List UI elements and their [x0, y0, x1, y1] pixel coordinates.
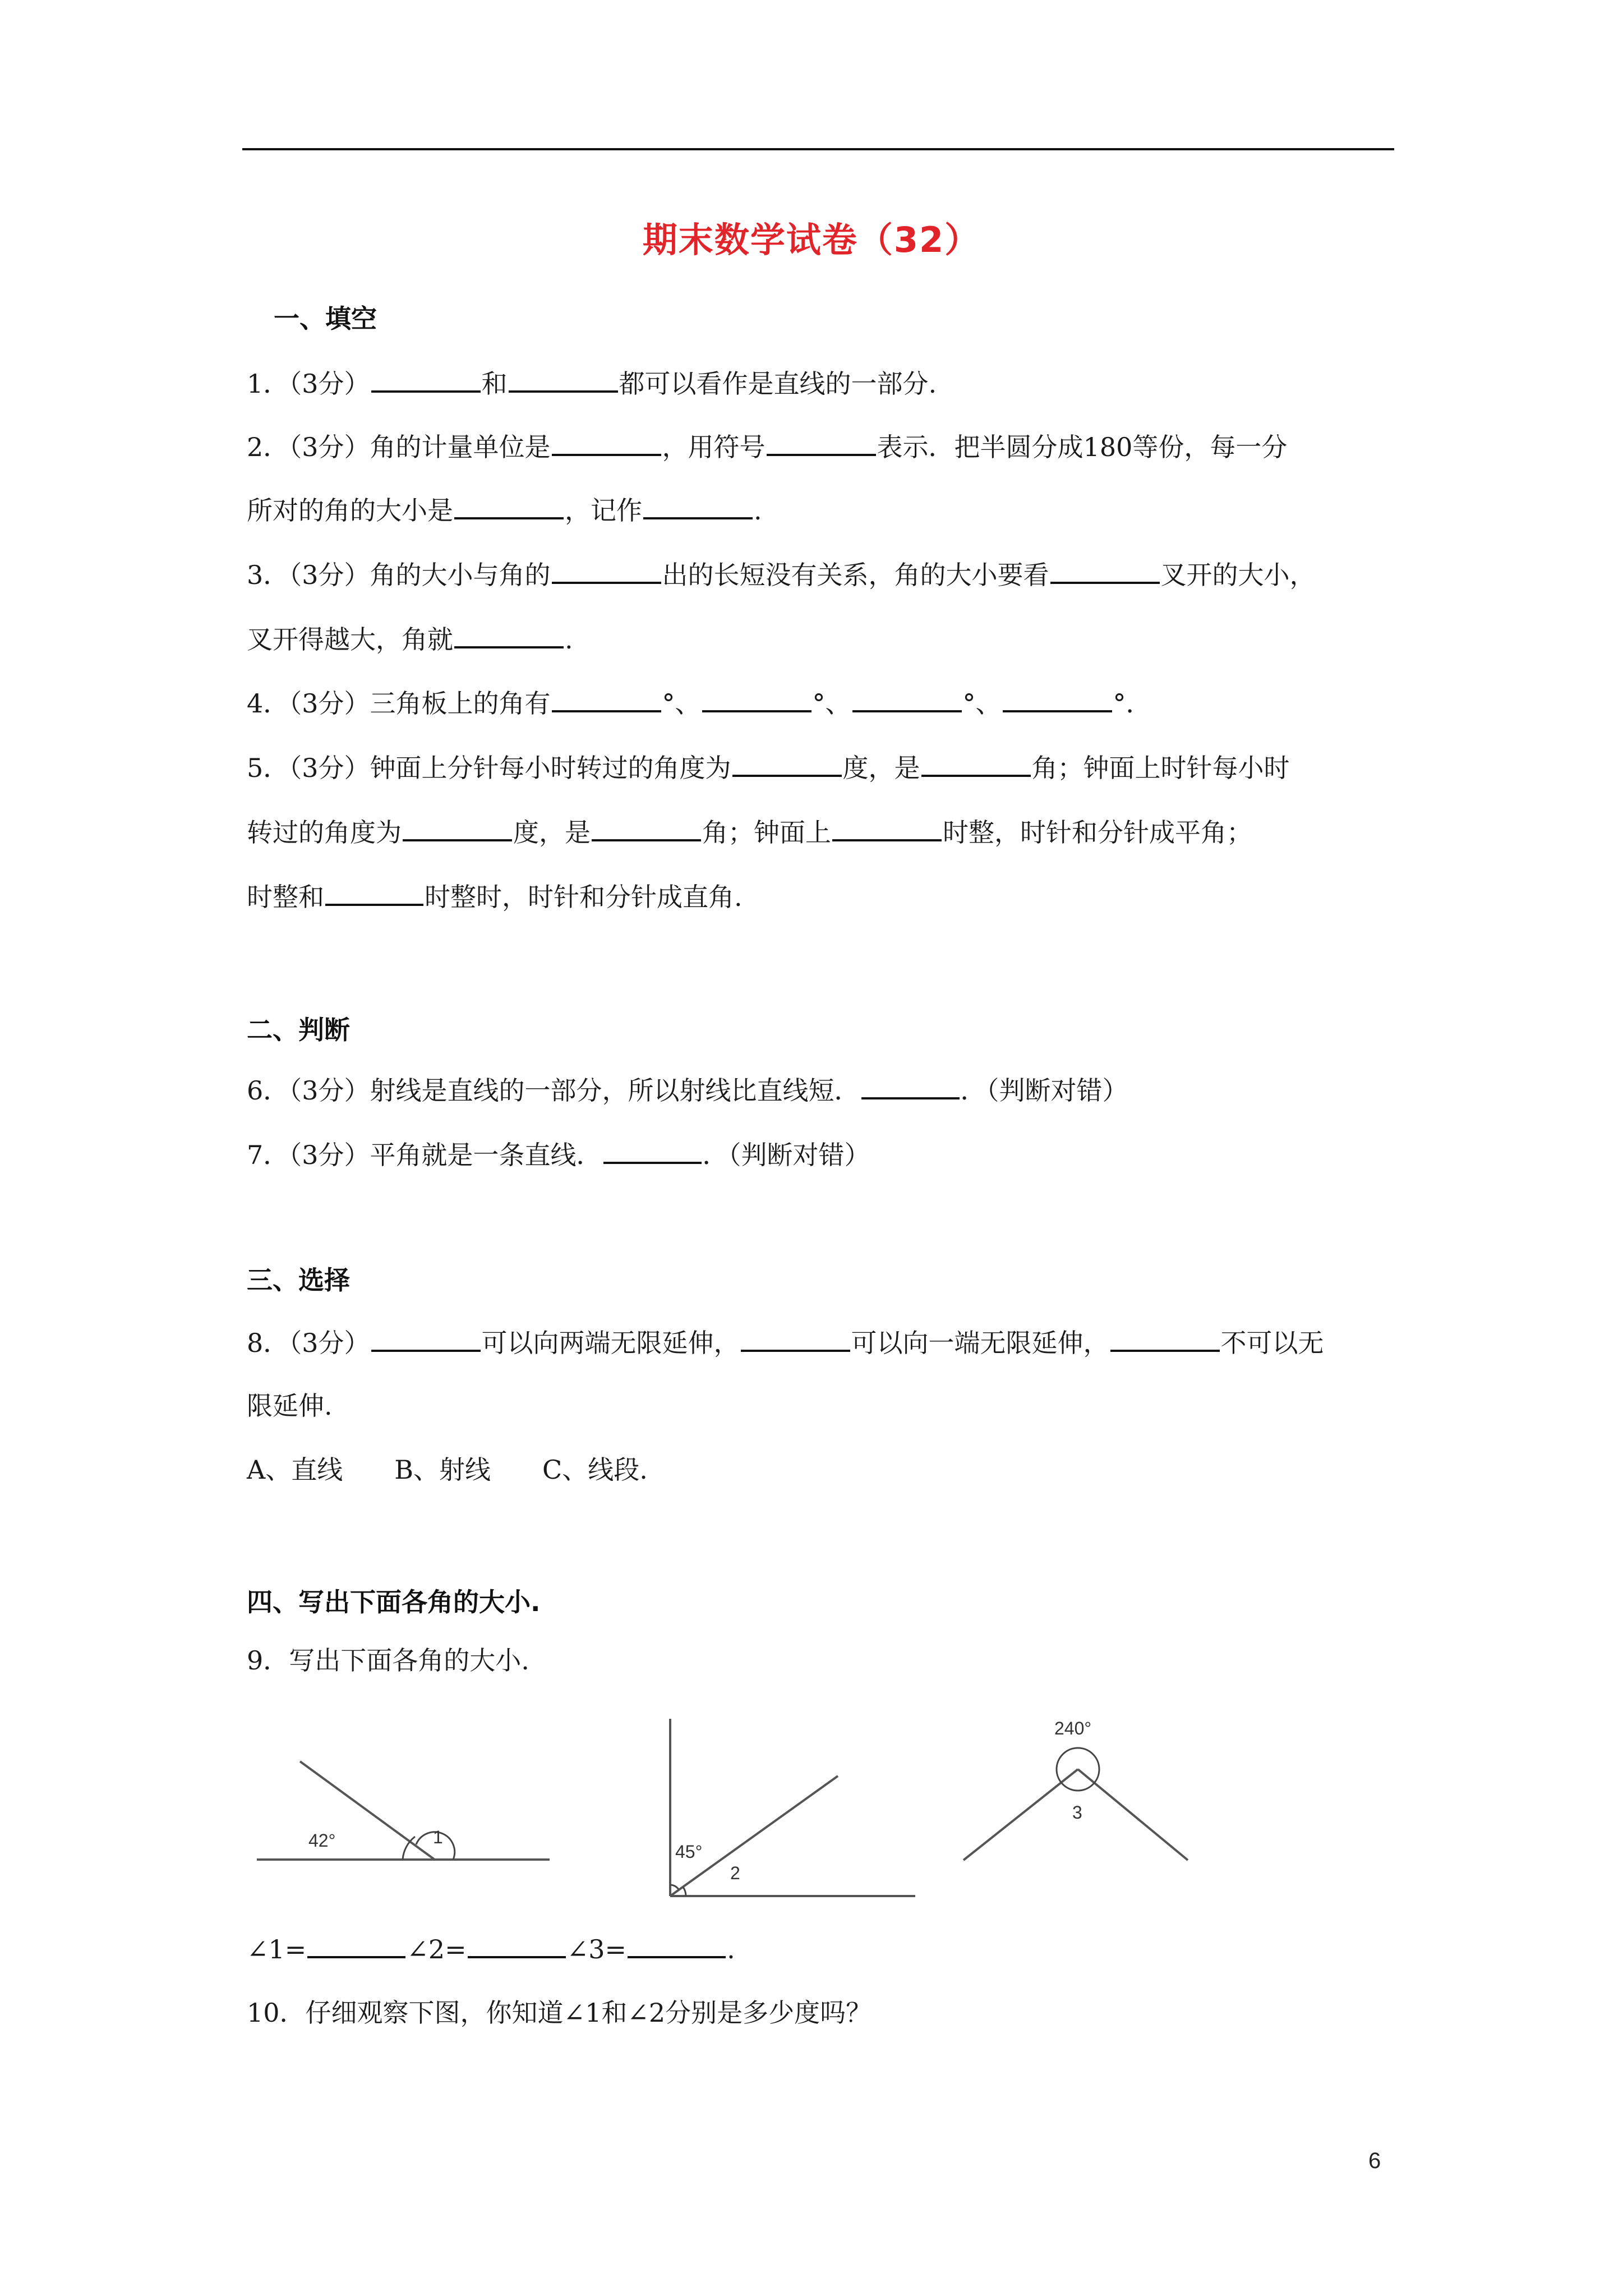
q2-text: 2．（3分）角的计量单位是 [247, 432, 551, 462]
q3-text: 出的长短没有关系，角的大小要看 [662, 560, 1049, 590]
q8-text: 可以向一端无限延伸， [851, 1328, 1109, 1358]
answer-blank[interactable] [307, 1931, 405, 1958]
answer-blank[interactable] [603, 1137, 702, 1164]
q5-text: 时整和 [247, 882, 324, 912]
q8-options: A、直线 B、射线 C、线段. [247, 1455, 648, 1485]
answer-blank[interactable] [454, 493, 564, 519]
q10-text: 10．仔细观察下图，你知道∠1和∠2分别是多少度吗？ [247, 1998, 872, 2028]
q9-answer-label: ∠2= [407, 1934, 467, 1964]
q1-text: 都可以看作是直线的一部分. [619, 369, 937, 399]
q3-text: 叉开的大小， [1160, 560, 1316, 590]
answer-blank[interactable] [702, 685, 811, 712]
angle-number-label: 1 [433, 1827, 443, 1847]
q2-text: . [754, 495, 762, 526]
answer-blank[interactable] [371, 366, 481, 393]
angle-figure-1 [257, 1761, 550, 1860]
q6-text: ．（判断对错） [960, 1075, 1128, 1106]
answer-blank[interactable] [1003, 685, 1112, 712]
q3-text: 3．（3分）角的大小与角的 [247, 560, 551, 590]
answer-blank[interactable] [741, 1325, 850, 1352]
answer-blank[interactable] [509, 366, 618, 393]
answer-blank[interactable] [1110, 1325, 1220, 1352]
answer-blank[interactable] [552, 685, 661, 712]
answer-blank[interactable] [552, 429, 661, 456]
question-3-cont [247, 622, 573, 656]
angle-figure-2 [670, 1719, 915, 1896]
question-5-cont2 [247, 879, 743, 914]
question-4 [247, 685, 1152, 720]
q7-text: 7．（3分）平角就是一条直线． [247, 1140, 602, 1170]
answer-blank[interactable] [454, 622, 564, 648]
answer-blank[interactable] [592, 815, 701, 841]
question-6 [247, 1073, 1128, 1107]
answer-blank[interactable] [403, 815, 512, 841]
answer-blank[interactable] [552, 557, 661, 584]
answer-blank[interactable] [832, 815, 942, 841]
section-judge-heading: 二、判断 [247, 1015, 350, 1045]
question-5 [247, 750, 1290, 785]
q5-text: 度，是 [513, 817, 591, 848]
q8-text: 限延伸. [247, 1391, 333, 1421]
q8-text: 可以向两端无限延伸， [481, 1328, 740, 1358]
answer-blank[interactable] [468, 1931, 566, 1958]
q3-text: 叉开得越大，角就 [247, 624, 453, 655]
question-9 [247, 1644, 529, 1677]
question-8 [247, 1325, 1324, 1360]
q7-text: ．（判断对错） [702, 1140, 870, 1170]
q1-number: 1．（3分） [247, 369, 370, 399]
q1-text: 和 [481, 369, 508, 399]
section-angles-heading: 四、写出下面各角的大小. [247, 1587, 541, 1617]
answer-blank[interactable] [852, 685, 962, 712]
angle-arc [683, 1887, 686, 1896]
question-5-cont [247, 815, 1252, 849]
q5-text: 度，是 [842, 753, 920, 783]
q5-text: 时整时，时针和分针成直角. [425, 882, 743, 912]
question-2 [247, 429, 1287, 464]
angle-value-label: 45° [675, 1842, 703, 1862]
angle-value-label: 42° [308, 1830, 336, 1851]
answer-blank[interactable] [861, 1073, 960, 1099]
q9-answer-label: ∠1= [247, 1934, 307, 1964]
q4-text: °、 [662, 688, 701, 719]
q8-text: 不可以无 [1220, 1328, 1324, 1358]
q9-text: 9．写出下面各角的大小. [247, 1645, 529, 1676]
q4-text: °、 [962, 688, 1002, 719]
section-fill-in-heading: 一、填空 [274, 303, 377, 334]
page-title: 期末数学试卷（32） [642, 219, 981, 260]
q3-text: . [565, 624, 573, 655]
angle-number-label: 3 [1072, 1802, 1082, 1823]
q2-text: ，用符号 [662, 432, 766, 462]
answer-blank[interactable] [767, 429, 876, 456]
q8-text: 8．（3分） [247, 1328, 370, 1358]
diagonal-ray [670, 1776, 838, 1896]
question-10 [247, 1996, 872, 2030]
angle-arc [670, 1885, 679, 1889]
q2-text: ，记作 [565, 495, 642, 526]
answer-blank[interactable] [628, 1931, 726, 1958]
question-9-answers [247, 1931, 735, 1966]
question-3 [247, 557, 1316, 592]
angle-figures [247, 1705, 1223, 1907]
page-number: 6 [1368, 2148, 1381, 2173]
question-8-options [247, 1453, 648, 1487]
angle-figure-3 [963, 1718, 1188, 1860]
question-1 [247, 366, 937, 401]
answer-blank[interactable] [325, 879, 423, 906]
header-rule [242, 148, 1394, 150]
q2-text: 表示．把半圆分成180等份，每一分 [877, 432, 1288, 462]
answer-blank[interactable] [643, 493, 753, 519]
q4-text: °． [1113, 688, 1152, 719]
answer-blank[interactable] [1050, 557, 1160, 584]
q6-text: 6．（3分）射线是直线的一部分，所以射线比直线短． [247, 1075, 860, 1106]
question-7 [247, 1137, 870, 1172]
question-2-cont [247, 493, 762, 527]
q5-text: 角；钟面上时针每小时 [1031, 753, 1290, 783]
q4-text: °、 [812, 688, 851, 719]
q2-text: 所对的角的大小是 [247, 495, 453, 526]
answer-blank[interactable] [732, 750, 842, 777]
answer-blank[interactable] [371, 1325, 481, 1352]
angle-value-label: 240° [1054, 1718, 1092, 1738]
q5-text: 时整，时针和分针成平角； [943, 817, 1252, 848]
answer-blank[interactable] [921, 750, 1031, 777]
angle-number-label: 2 [730, 1863, 740, 1883]
q5-text: 转过的角度为 [247, 817, 402, 848]
q5-text: 5．（3分）钟面上分针每小时转过的角度为 [247, 753, 731, 783]
q4-text: 4．（3分）三角板上的角有 [247, 688, 551, 719]
q9-answer-label: . [727, 1934, 735, 1964]
section-choice-heading: 三、选择 [247, 1265, 350, 1295]
q5-text: 角；钟面上 [702, 817, 831, 848]
question-8-cont [247, 1389, 333, 1423]
q9-answer-label: ∠3= [566, 1934, 627, 1964]
